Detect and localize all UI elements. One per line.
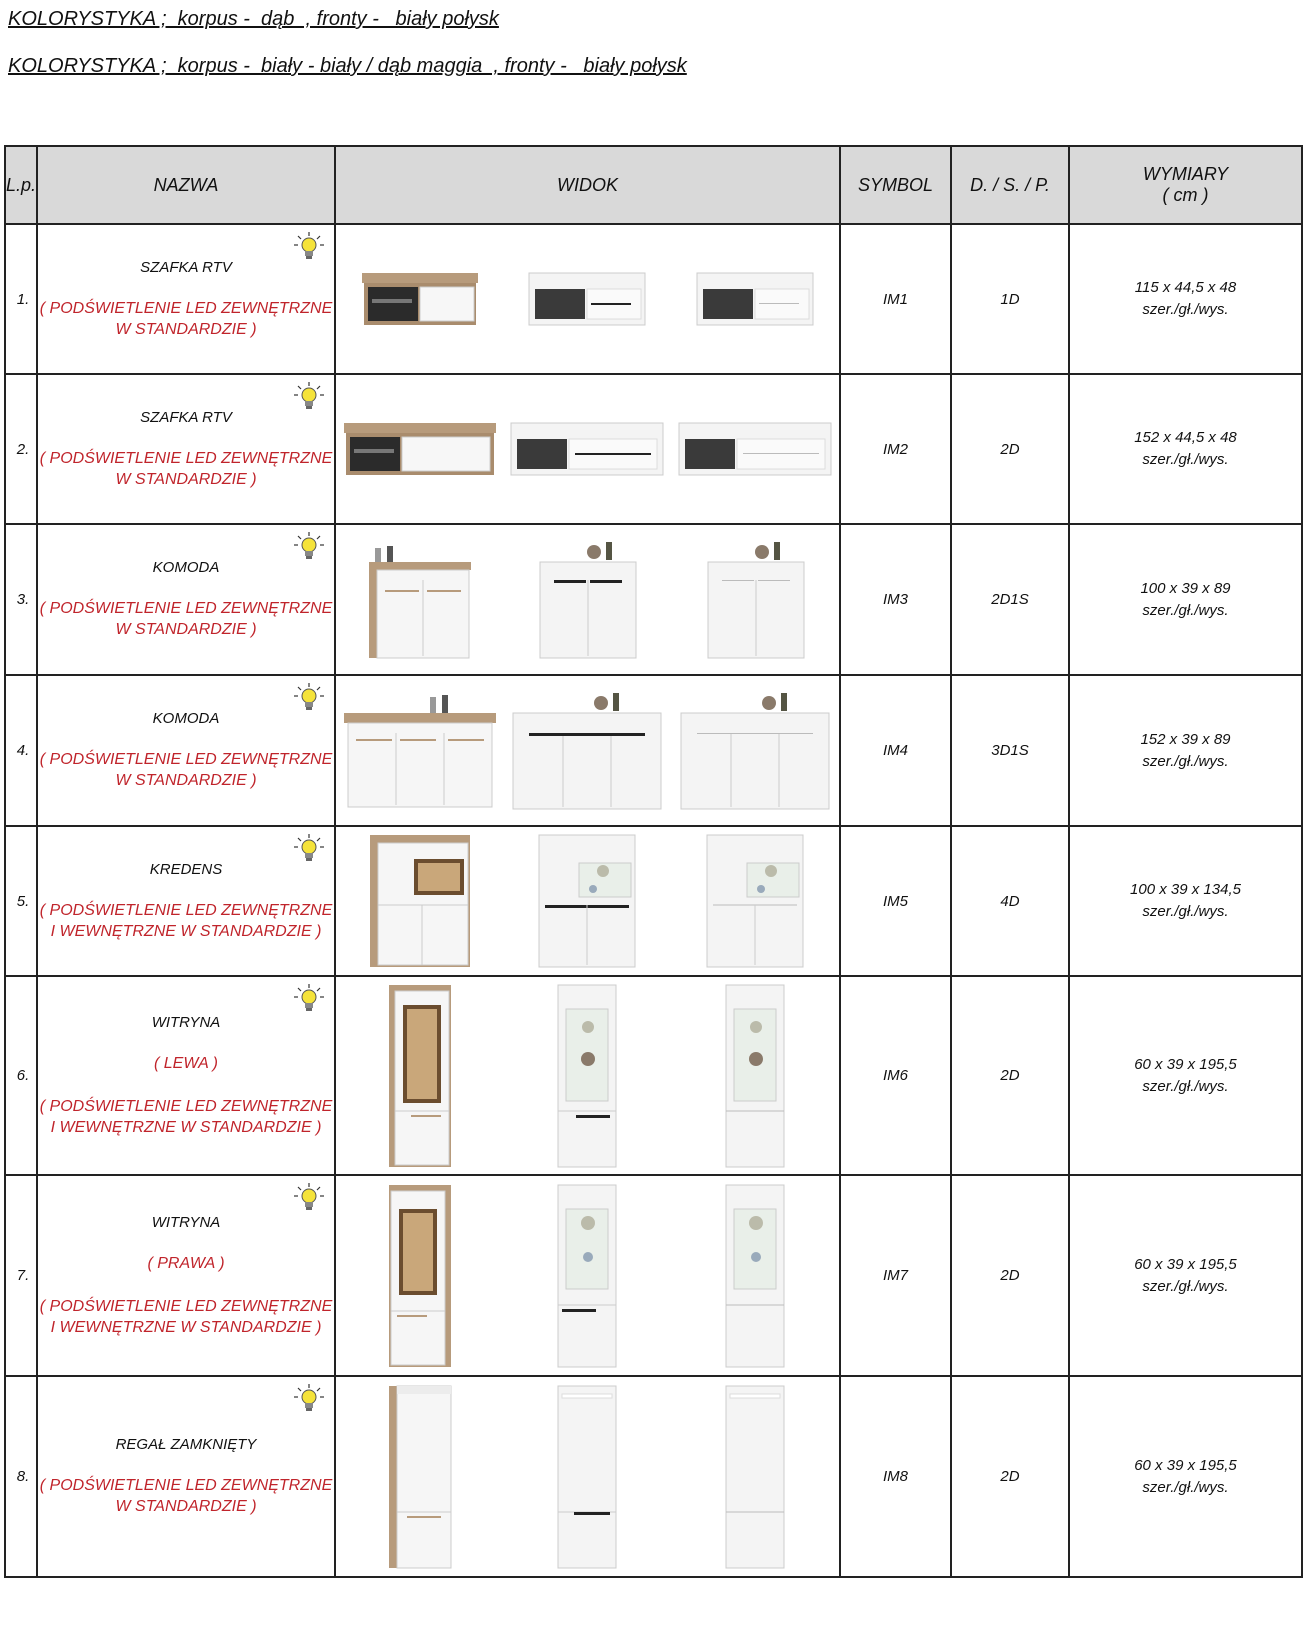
product-image-white-2 [677, 421, 833, 477]
led-note-1: ( PODŚWIETLENIE LED ZEWNĘTRZNE [39, 751, 333, 768]
dims-value: 100 x 39 x 134,5 [1130, 881, 1241, 898]
table-row [5, 1376, 1302, 1577]
row-dims [1069, 1175, 1302, 1376]
led-note-1: ( PODŚWIETLENIE LED ZEWNĘTRZNE [39, 1477, 333, 1494]
row-lp: 5. [5, 826, 37, 976]
product-name: KREDENS [149, 860, 223, 878]
view-cell [335, 224, 840, 374]
led-note-2: W STANDARDZIE ) [115, 320, 257, 338]
row-dsp: 2D1S [951, 524, 1069, 675]
product-name: REGAŁ ZAMKNIĘTY [115, 1436, 257, 1453]
table-row [5, 675, 1302, 826]
dims-unit: szer./gł./wys. [1142, 1478, 1229, 1496]
header-lp: L.p. [5, 146, 37, 224]
row-name-cell [37, 976, 335, 1175]
product-image-white-1 [509, 421, 665, 477]
led-bulb-icon [292, 682, 326, 712]
led-note-2: W STANDARDZIE ) [115, 621, 257, 638]
dims-value: 152 x 44,5 x 48 [1134, 429, 1237, 446]
view-cell [335, 976, 840, 1175]
product-variant: ( LEWA ) [153, 1054, 218, 1072]
header-dsp: D. / S. / P. [951, 146, 1069, 224]
view-cell [335, 1376, 840, 1577]
product-image-oak [387, 1183, 453, 1369]
row-dims [1069, 976, 1302, 1175]
view-cell [335, 374, 840, 524]
product-image-white-2 [702, 540, 808, 660]
row-dims [1069, 524, 1302, 675]
product-image-oak [387, 1384, 453, 1570]
row-lp: 1. [5, 224, 37, 374]
led-note-2: W STANDARDZIE ) [115, 1498, 257, 1515]
dims-unit: szer./gł./wys. [1142, 1077, 1229, 1095]
dims-value: 100 x 39 x 89 [1140, 579, 1231, 597]
led-note-1: ( PODŚWIETLENIE LED ZEWNĘTRZNE [39, 449, 333, 467]
led-note-2: I WEWNĘTRZNE W STANDARDZIE ) [50, 1318, 322, 1336]
color-scheme-line-1: KOLORYSTYKA ; korpus - dąb , fronty - biały połysk [8, 8, 499, 30]
table-row [5, 826, 1302, 976]
header-view: WIDOK [335, 146, 840, 224]
view-cell [335, 524, 840, 675]
row-lp: 3. [5, 524, 37, 675]
table-row [5, 224, 1302, 374]
product-image-white-2 [722, 1183, 788, 1369]
row-dsp: 4D [951, 826, 1069, 976]
product-image-oak [342, 691, 498, 811]
row-dsp: 3D1S [951, 675, 1069, 826]
dims-unit: szer./gł./wys. [1142, 1277, 1229, 1295]
row-name-cell [37, 1376, 335, 1577]
table-row [5, 1175, 1302, 1376]
led-note-1: ( PODŚWIETLENIE LED ZEWNĘTRZNE [39, 901, 333, 919]
dims-unit: szer./gł./wys. [1142, 301, 1229, 318]
led-bulb-icon [292, 983, 326, 1013]
header-name: NAZWA [37, 146, 335, 224]
led-bulb-icon [292, 833, 326, 863]
dims-unit: szer./gł./wys. [1142, 601, 1229, 619]
dims-value: 60 x 39 x 195,5 [1134, 1055, 1237, 1073]
row-dims [1069, 826, 1302, 976]
product-image-oak [387, 983, 453, 1169]
row-name-cell [37, 675, 335, 826]
product-image-white-1 [535, 833, 639, 969]
product-image-oak [367, 540, 473, 660]
product-image-white-1 [534, 540, 640, 660]
row-dims [1069, 374, 1302, 524]
product-image-oak [342, 421, 498, 477]
row-symbol: IM2 [840, 374, 951, 524]
dims-unit: szer./gł./wys. [1142, 903, 1229, 920]
row-symbol: IM1 [840, 224, 951, 374]
header-symbol: SYMBOL [840, 146, 951, 224]
product-image-white-1 [554, 1384, 620, 1570]
row-lp: 2. [5, 374, 37, 524]
product-image-white-1 [509, 691, 665, 811]
product-image-white-2 [695, 271, 815, 327]
row-dims [1069, 675, 1302, 826]
product-variant: ( PRAWA ) [147, 1254, 225, 1272]
product-image-white-2 [722, 1384, 788, 1570]
product-image-oak [360, 271, 480, 327]
dims-value: 152 x 39 x 89 [1140, 730, 1231, 748]
dims-value: 115 x 44,5 x 48 [1134, 279, 1237, 296]
dims-unit: szer./gł./wys. [1142, 451, 1229, 468]
product-name: KOMODA [152, 710, 220, 727]
led-note-2: W STANDARDZIE ) [115, 470, 257, 488]
product-image-white-1 [554, 983, 620, 1169]
row-symbol: IM8 [840, 1376, 951, 1577]
product-table [4, 145, 1303, 1578]
view-cell [335, 826, 840, 976]
row-dsp: 2D [951, 1175, 1069, 1376]
row-name-cell [37, 224, 335, 374]
header-dims-label: WYMIARY [1142, 164, 1229, 184]
product-image-white-1 [527, 271, 647, 327]
product-image-oak [368, 833, 472, 969]
led-bulb-icon [292, 531, 326, 561]
row-name-cell [37, 1175, 335, 1376]
product-image-white-2 [677, 691, 833, 811]
product-image-white-2 [703, 833, 807, 969]
row-lp: 7. [5, 1175, 37, 1376]
led-bulb-icon [292, 231, 326, 261]
led-bulb-icon [292, 1182, 326, 1212]
row-lp: 8. [5, 1376, 37, 1577]
product-image-white-2 [722, 983, 788, 1169]
row-dims [1069, 224, 1302, 374]
dims-value: 60 x 39 x 195,5 [1134, 1456, 1237, 1474]
view-cell [335, 1175, 840, 1376]
row-symbol: IM6 [840, 976, 951, 1175]
row-name-cell [37, 524, 335, 675]
led-note-1: ( PODŚWIETLENIE LED ZEWNĘTRZNE [39, 600, 333, 617]
product-name: SZAFKA RTV [140, 258, 232, 276]
led-bulb-icon [292, 1383, 326, 1413]
dims-unit: szer./gł./wys. [1142, 752, 1229, 770]
header-dims [1069, 146, 1302, 224]
row-lp: 6. [5, 976, 37, 1175]
led-note-1: ( PODŚWIETLENIE LED ZEWNĘTRZNE [39, 1097, 333, 1115]
header-dims-unit: ( cm ) [1162, 185, 1209, 205]
product-name: WITRYNA [151, 1013, 221, 1031]
led-note-2: W STANDARDZIE ) [115, 772, 257, 789]
color-scheme-line-2: KOLORYSTYKA ; korpus - biały - biały / dąb maggia , fronty - biały połysk [8, 55, 687, 77]
table-row [5, 976, 1302, 1175]
table-row [5, 524, 1302, 675]
dims-value: 60 x 39 x 195,5 [1134, 1255, 1237, 1273]
row-name-cell [37, 826, 335, 976]
led-note-1: ( PODŚWIETLENIE LED ZEWNĘTRZNE [39, 1297, 333, 1315]
row-dsp: 1D [951, 224, 1069, 374]
row-dsp: 2D [951, 374, 1069, 524]
product-name: KOMODA [152, 559, 220, 576]
table-row [5, 374, 1302, 524]
row-dsp: 2D [951, 1376, 1069, 1577]
row-dims [1069, 1376, 1302, 1577]
led-note-1: ( PODŚWIETLENIE LED ZEWNĘTRZNE [39, 299, 333, 317]
table-header-row [5, 146, 1302, 224]
row-dsp: 2D [951, 976, 1069, 1175]
led-bulb-icon [292, 381, 326, 411]
row-name-cell [37, 374, 335, 524]
view-cell [335, 675, 840, 826]
row-symbol: IM7 [840, 1175, 951, 1376]
row-symbol: IM4 [840, 675, 951, 826]
product-image-white-1 [554, 1183, 620, 1369]
row-symbol: IM5 [840, 826, 951, 976]
led-note-2: I WEWNĘTRZNE W STANDARDZIE ) [50, 922, 322, 940]
product-name: SZAFKA RTV [140, 408, 232, 426]
row-symbol: IM3 [840, 524, 951, 675]
product-name: WITRYNA [151, 1213, 221, 1231]
led-note-2: I WEWNĘTRZNE W STANDARDZIE ) [50, 1118, 322, 1136]
row-lp: 4. [5, 675, 37, 826]
